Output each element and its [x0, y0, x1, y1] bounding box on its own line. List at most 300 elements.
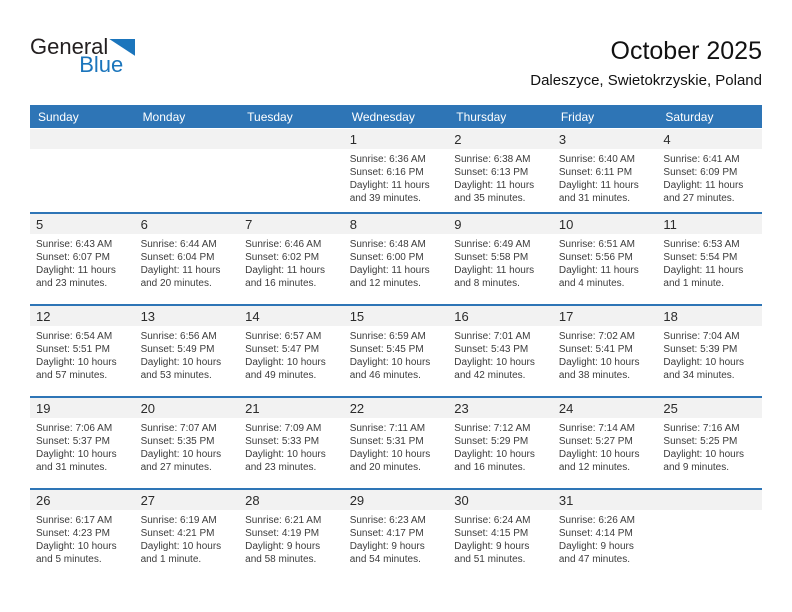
day-cell-empty — [657, 490, 762, 580]
day-number-band — [448, 490, 553, 510]
day-cell-18 — [657, 306, 762, 396]
day-cell-11 — [657, 214, 762, 304]
day-details — [239, 418, 344, 474]
daylight-minutes-value: and 8 minutes. — [454, 278, 520, 289]
sunset-line — [36, 435, 130, 448]
sunset-value: 5:25 PM — [700, 436, 738, 447]
sunset-line — [350, 527, 444, 540]
sunrise-value: 6:59 AM — [389, 331, 426, 342]
sunrise-line — [350, 330, 444, 343]
sunrise-value: 6:21 AM — [284, 515, 322, 526]
sunset-label: Sunset: — [558, 528, 593, 539]
sunset-label: Sunset: — [349, 344, 384, 355]
daylight-label: Daylight: — [663, 357, 703, 368]
page-title: October 2025 — [610, 37, 762, 65]
daylight-hours-value: 11 hours — [705, 265, 744, 276]
daylight-minutes-line — [559, 277, 653, 290]
sunrise-label: Sunrise: — [454, 423, 491, 434]
sunrise-line — [559, 238, 653, 251]
sunrise-value: 6:48 AM — [389, 239, 426, 250]
daylight-line — [141, 264, 235, 277]
daylight-hours-value: 11 hours — [391, 180, 430, 191]
sunset-line — [559, 343, 653, 356]
sunset-label: Sunset: — [245, 344, 280, 355]
general-blue-logo — [30, 34, 135, 77]
sunrise-label: Sunrise: — [349, 239, 387, 250]
daylight-label: Daylight: — [558, 541, 598, 552]
sunrise-label: Sunrise: — [36, 515, 73, 526]
weekday-saturday: Saturday — [665, 109, 714, 124]
sunset-value: 5:49 PM — [177, 344, 215, 355]
daylight-minutes-value: and 20 minutes. — [349, 462, 421, 473]
day-cell-5 — [30, 214, 135, 304]
daylight-minutes-line — [454, 192, 548, 205]
sunrise-value: 6:56 AM — [180, 331, 217, 342]
daylight-line — [350, 356, 444, 369]
sunrise-label: Sunrise: — [558, 331, 596, 342]
day-number-band — [448, 398, 553, 418]
sunrise-value: 6:36 AM — [389, 154, 426, 165]
daylight-hours-value: 10 hours — [391, 357, 431, 368]
day-cell-31 — [553, 490, 658, 580]
day-cell-12 — [30, 306, 135, 396]
day-number-band — [448, 129, 553, 149]
daylight-line — [36, 264, 130, 277]
day-details — [30, 149, 135, 153]
daylight-label: Daylight: — [558, 180, 598, 191]
sunset-value: 5:51 PM — [72, 344, 110, 355]
day-number: 6 — [140, 216, 148, 232]
daylight-minutes-line — [245, 369, 339, 382]
daylight-minutes-value: and 20 minutes. — [140, 278, 212, 289]
daylight-hours-value: 11 hours — [77, 265, 116, 276]
daylight-hours-value: 10 hours — [77, 357, 117, 368]
daylight-hours-value: 10 hours — [286, 449, 326, 460]
daylight-minutes-value: and 12 minutes. — [558, 462, 631, 473]
sunset-label: Sunset: — [558, 436, 593, 447]
sunset-value: 5:37 PM — [72, 436, 110, 447]
sunset-label: Sunset: — [245, 528, 280, 539]
sunrise-value: 6:38 AM — [493, 154, 531, 165]
sunset-label: Sunset: — [663, 252, 698, 263]
sunset-line — [141, 435, 235, 448]
sunset-line — [559, 527, 653, 540]
day-number-band — [239, 398, 344, 418]
day-number-band — [135, 490, 240, 510]
day-number: 11 — [663, 216, 677, 232]
daylight-minutes-value: and 53 minutes. — [140, 370, 212, 381]
day-cell-26 — [30, 490, 135, 580]
sunset-label: Sunset: — [558, 167, 593, 178]
sunrise-label: Sunrise: — [140, 239, 178, 250]
sunset-label: Sunset: — [36, 528, 70, 539]
day-number: 26 — [36, 492, 51, 508]
week-row — [30, 212, 762, 304]
day-number-band — [657, 129, 762, 149]
sunset-line — [245, 435, 339, 448]
daylight-minutes-line — [141, 277, 235, 290]
daylight-minutes-line — [559, 461, 653, 474]
sunset-value: 6:07 PM — [72, 252, 110, 263]
sunrise-label: Sunrise: — [663, 423, 701, 434]
sunset-value: 6:16 PM — [386, 167, 424, 178]
sunset-value: 5:33 PM — [281, 436, 320, 447]
day-number: 20 — [140, 400, 156, 416]
sunrise-line — [141, 330, 235, 343]
day-details — [30, 418, 135, 474]
sunrise-label: Sunrise: — [349, 331, 387, 342]
day-cell-4 — [657, 129, 762, 212]
day-details — [344, 149, 449, 205]
daylight-line — [245, 448, 339, 461]
sunrise-value: 7:16 AM — [702, 423, 740, 434]
daylight-hours-value: 10 hours — [182, 357, 222, 368]
daylight-label: Daylight: — [140, 265, 180, 276]
sunrise-line — [663, 422, 757, 435]
sunset-label: Sunset: — [245, 252, 280, 263]
daylight-line — [454, 356, 548, 369]
sunrise-value: 6:49 AM — [493, 239, 531, 250]
sunrise-line — [663, 238, 757, 251]
sunrise-line — [663, 153, 757, 166]
daylight-minutes-line — [454, 277, 548, 290]
daylight-minutes-line — [559, 553, 653, 566]
sunset-line — [663, 166, 757, 179]
daylight-label: Daylight: — [140, 357, 180, 368]
daylight-minutes-value: and 38 minutes. — [558, 370, 631, 381]
daylight-line — [454, 179, 548, 192]
day-number-band — [553, 306, 658, 326]
sunrise-value: 6:53 AM — [702, 239, 740, 250]
daylight-line — [454, 540, 548, 553]
sunset-label: Sunset: — [558, 344, 593, 355]
daylight-line — [663, 179, 757, 192]
sunrise-line — [559, 153, 653, 166]
sunset-label: Sunset: — [454, 528, 489, 539]
daylight-label: Daylight: — [663, 449, 703, 460]
day-number: 18 — [663, 308, 678, 324]
day-number-band — [239, 306, 344, 326]
sunset-value: 5:47 PM — [281, 344, 320, 355]
day-number-band — [135, 306, 240, 326]
day-cell-3 — [553, 129, 658, 212]
sunset-value: 6:04 PM — [177, 252, 215, 263]
daylight-line — [350, 264, 444, 277]
daylight-label: Daylight: — [454, 541, 494, 552]
day-details — [344, 418, 449, 474]
day-cell-2 — [448, 129, 553, 212]
daylight-minutes-value: and 5 minutes. — [36, 554, 102, 565]
sunrise-label: Sunrise: — [663, 239, 701, 250]
day-cell-20 — [135, 398, 240, 488]
day-cell-13 — [135, 306, 240, 396]
sunset-label: Sunset: — [140, 344, 175, 355]
sunrise-value: 6:41 AM — [702, 154, 740, 165]
day-cell-22 — [344, 398, 449, 488]
day-details — [448, 326, 553, 382]
sunrise-label: Sunrise: — [454, 331, 491, 342]
day-number: 2 — [454, 131, 462, 147]
sunrise-label: Sunrise: — [558, 239, 596, 250]
day-number-band — [448, 214, 553, 234]
daylight-hours-value: 10 hours — [495, 449, 535, 460]
day-cell-empty — [239, 129, 344, 212]
sunrise-line — [141, 422, 235, 435]
sunrise-label: Sunrise: — [140, 423, 178, 434]
day-number: 22 — [349, 400, 365, 416]
daylight-line — [559, 356, 653, 369]
day-cell-23 — [448, 398, 553, 488]
daylight-minutes-line — [36, 461, 130, 474]
day-details — [448, 510, 553, 566]
daylight-hours-value: 11 hours — [495, 180, 535, 191]
day-cell-28 — [239, 490, 344, 580]
sunrise-value: 6:57 AM — [284, 331, 322, 342]
daylight-label: Daylight: — [349, 449, 389, 460]
sunset-line — [36, 343, 130, 356]
daylight-hours-value: 11 hours — [182, 265, 221, 276]
daylight-line — [559, 448, 653, 461]
sunset-value: 6:02 PM — [281, 252, 320, 263]
day-cell-29 — [344, 490, 449, 580]
daylight-minutes-value: and 16 minutes. — [454, 462, 526, 473]
daylight-minutes-value: and 23 minutes. — [245, 462, 317, 473]
day-details — [553, 234, 658, 290]
sunset-label: Sunset: — [36, 436, 70, 447]
logo-general-text: General — [30, 34, 109, 59]
daylight-line — [36, 448, 130, 461]
sunset-line — [245, 343, 339, 356]
day-details — [448, 418, 553, 474]
sunset-line — [36, 251, 130, 264]
sunset-line — [559, 435, 653, 448]
daylight-minutes-line — [663, 461, 757, 474]
day-cell-25 — [657, 398, 762, 488]
daylight-minutes-value: and 23 minutes. — [36, 278, 108, 289]
daylight-minutes-value: and 47 minutes. — [558, 554, 631, 565]
day-number: 8 — [349, 216, 357, 232]
daylight-line — [350, 540, 444, 553]
calendar — [30, 105, 762, 580]
sunset-label: Sunset: — [558, 252, 593, 263]
day-number: 4 — [663, 131, 671, 147]
day-details — [553, 418, 658, 474]
sunset-value: 4:14 PM — [595, 528, 633, 539]
daylight-line — [36, 356, 130, 369]
daylight-minutes-value: and 35 minutes. — [454, 193, 526, 204]
day-number-band — [553, 129, 658, 149]
daylight-line — [350, 448, 444, 461]
sunrise-value: 6:17 AM — [75, 515, 113, 526]
day-details — [657, 149, 762, 205]
day-details — [239, 149, 344, 153]
daylight-line — [559, 179, 653, 192]
day-details — [344, 234, 449, 290]
sunrise-label: Sunrise: — [558, 515, 596, 526]
sunrise-line — [454, 422, 548, 435]
daylight-minutes-line — [350, 369, 444, 382]
daylight-minutes-line — [141, 369, 235, 382]
sunset-value: 5:27 PM — [595, 436, 633, 447]
daylight-hours-value: 10 hours — [77, 449, 117, 460]
day-number: 17 — [558, 308, 574, 324]
sunset-line — [454, 251, 548, 264]
sunrise-line — [36, 514, 130, 527]
daylight-minutes-line — [36, 369, 130, 382]
sunrise-value: 6:23 AM — [389, 515, 426, 526]
day-details — [135, 326, 240, 382]
sunrise-line — [454, 330, 548, 343]
daylight-minutes-line — [663, 192, 757, 205]
sunrise-label: Sunrise: — [349, 154, 387, 165]
day-details — [657, 418, 762, 474]
sunrise-label: Sunrise: — [140, 515, 178, 526]
daylight-minutes-value: and 1 minute. — [663, 278, 725, 289]
day-number: 30 — [454, 492, 469, 508]
sunset-value: 5:58 PM — [490, 252, 529, 263]
daylight-minutes-value: and 12 minutes. — [349, 278, 421, 289]
sunrise-value: 7:06 AM — [75, 423, 113, 434]
daylight-line — [141, 448, 235, 461]
daylight-label: Daylight: — [140, 449, 180, 460]
day-cell-empty — [30, 129, 135, 212]
sunrise-label: Sunrise: — [36, 423, 73, 434]
day-number-band — [657, 306, 762, 326]
sunrise-line — [454, 514, 548, 527]
day-cell-16 — [448, 306, 553, 396]
day-number-band — [553, 214, 658, 234]
daylight-hours-value: 10 hours — [182, 449, 222, 460]
sunset-value: 6:00 PM — [386, 252, 424, 263]
daylight-minutes-line — [350, 277, 444, 290]
week-row — [30, 396, 762, 488]
sunrise-label: Sunrise: — [454, 239, 491, 250]
sunrise-line — [141, 514, 235, 527]
day-number-band — [30, 129, 135, 149]
day-number: 14 — [245, 308, 260, 324]
daylight-label: Daylight: — [140, 541, 180, 552]
daylight-minutes-value: and 27 minutes. — [140, 462, 212, 473]
sunset-line — [36, 527, 130, 540]
sunrise-line — [350, 514, 444, 527]
day-details — [448, 234, 553, 290]
sunrise-value: 7:09 AM — [284, 423, 322, 434]
weekday-header-row — [30, 105, 762, 128]
day-number-band — [30, 306, 135, 326]
day-number: 10 — [558, 216, 574, 232]
week-row — [30, 129, 762, 212]
sunset-value: 5:56 PM — [595, 252, 633, 263]
daylight-minutes-value: and 42 minutes. — [454, 370, 526, 381]
sunset-line — [350, 435, 444, 448]
day-details — [344, 510, 449, 566]
sunset-value: 4:19 PM — [281, 528, 320, 539]
day-number: 7 — [245, 216, 253, 232]
daylight-minutes-value: and 9 minutes. — [663, 462, 730, 473]
sunrise-line — [36, 422, 130, 435]
day-details — [30, 510, 135, 566]
day-number: 15 — [349, 308, 365, 324]
daylight-minutes-line — [454, 461, 548, 474]
day-details — [135, 510, 240, 566]
daylight-minutes-value: and 46 minutes. — [349, 370, 421, 381]
sunrise-value: 6:44 AM — [180, 239, 217, 250]
sunset-value: 4:21 PM — [177, 528, 215, 539]
day-cell-1 — [344, 129, 449, 212]
day-details — [30, 326, 135, 382]
daylight-minutes-value: and 16 minutes. — [245, 278, 317, 289]
sunset-line — [245, 527, 339, 540]
sunrise-line — [245, 422, 339, 435]
daylight-line — [454, 448, 548, 461]
sunrise-label: Sunrise: — [349, 423, 387, 434]
daylight-minutes-value: and 51 minutes. — [454, 554, 526, 565]
day-details — [344, 326, 449, 382]
daylight-line — [454, 264, 548, 277]
sunset-line — [559, 251, 653, 264]
sunrise-label: Sunrise: — [349, 515, 387, 526]
daylight-label: Daylight: — [349, 357, 389, 368]
day-number-band — [657, 398, 762, 418]
weekday-monday: Monday — [142, 109, 186, 124]
day-number-band — [448, 306, 553, 326]
sunset-value: 5:43 PM — [490, 344, 529, 355]
day-cell-empty — [135, 129, 240, 212]
daylight-label: Daylight: — [349, 180, 389, 191]
day-number: 5 — [36, 216, 44, 232]
day-number: 28 — [245, 492, 260, 508]
day-number-band — [657, 490, 762, 510]
daylight-label: Daylight: — [663, 180, 703, 191]
daylight-minutes-line — [141, 553, 235, 566]
daylight-label: Daylight: — [558, 357, 598, 368]
sunset-line — [454, 435, 548, 448]
sunrise-line — [245, 238, 339, 251]
day-cell-30 — [448, 490, 553, 580]
sunset-line — [663, 343, 757, 356]
sunset-line — [454, 527, 548, 540]
day-number: 24 — [558, 400, 574, 416]
daylight-label: Daylight: — [245, 541, 285, 552]
daylight-label: Daylight: — [36, 449, 75, 460]
sunset-value: 6:13 PM — [490, 167, 529, 178]
day-details — [657, 510, 762, 514]
daylight-minutes-line — [559, 192, 653, 205]
sunrise-label: Sunrise: — [558, 154, 596, 165]
day-number-band — [239, 129, 344, 149]
day-number-band — [30, 214, 135, 234]
daylight-minutes-line — [36, 277, 130, 290]
sunset-value: 4:23 PM — [72, 528, 110, 539]
sunrise-line — [559, 514, 653, 527]
daylight-hours-value: 10 hours — [705, 449, 745, 460]
day-number-band — [135, 129, 240, 149]
sunset-label: Sunset: — [663, 436, 698, 447]
sunset-value: 6:11 PM — [595, 167, 633, 178]
day-details — [657, 326, 762, 382]
sunset-label: Sunset: — [663, 167, 698, 178]
sunrise-line — [245, 514, 339, 527]
title-block — [530, 38, 762, 89]
day-number-band — [30, 398, 135, 418]
sunrise-line — [663, 330, 757, 343]
daylight-minutes-line — [350, 192, 444, 205]
sunset-line — [350, 251, 444, 264]
daylight-minutes-line — [663, 277, 757, 290]
daylight-line — [559, 540, 653, 553]
day-number-band — [135, 214, 240, 234]
day-number: 1 — [349, 131, 357, 147]
